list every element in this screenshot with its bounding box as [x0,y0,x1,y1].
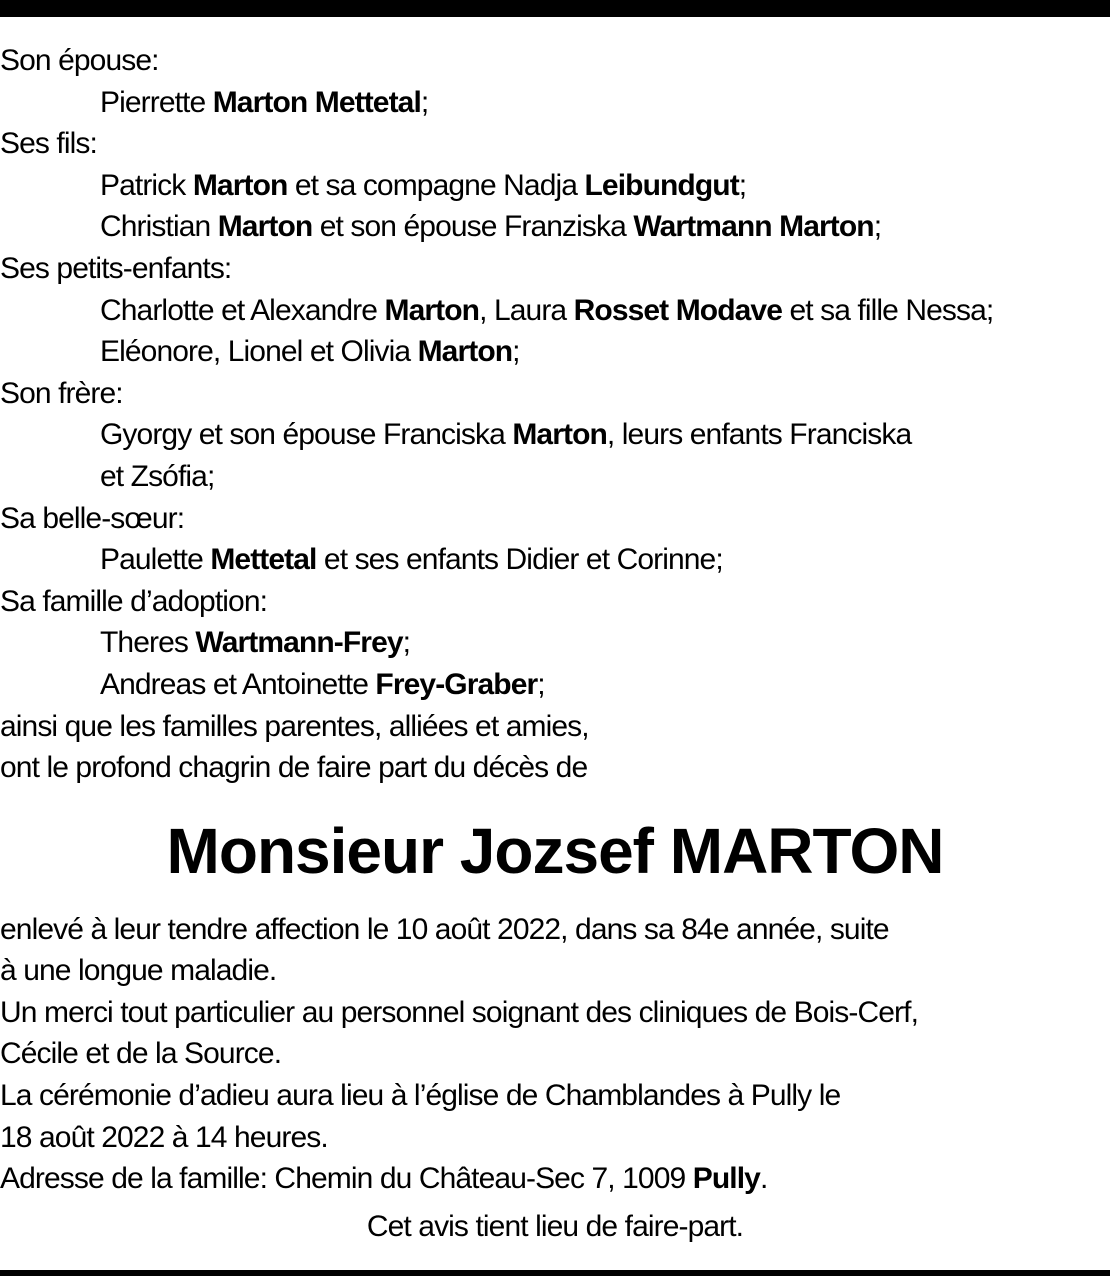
passing-paragraph: enlevé à leur tendre affection le 10 août 2022, dans sa 84e année, suite à une longue maladie. [0,912,889,988]
thanks-paragraph: Un merci tout particulier au personnel soignant des cliniques de Bois-Cerf, Cécile et de la Source. [0,995,919,1071]
surname: Marton [384,293,480,327]
adoptive-family-heading: Sa famille d’adoption: [0,584,268,618]
brother-line-cont: et Zsófia; [100,459,215,493]
son-line: Patrick Marton et sa compagne Nadja Leibundgut; [100,168,747,202]
death-notice [0,40,1110,1247]
bottom-rule [0,1270,1110,1276]
adoptive-family-line: Theres Wartmann-Frey; [100,626,411,660]
grandchildren-heading: Ses petits-enfants: [0,251,232,285]
brother-line: Gyorgy et son épouse Franciska Marton, leurs enfants Franciska [100,418,912,452]
grandchildren-line: Eléonore, Lionel et Olivia Marton; [100,335,520,369]
surname: Marton [417,335,513,369]
top-rule [0,0,1110,17]
family-address: Adresse de la famille: Chemin du Château-Sec 7, 1009 Pully. [0,1162,768,1196]
sister-in-law-line: Paulette Mettetal et ses enfants Didier et Corinne; [100,543,723,577]
brother-heading: Son frère: [0,376,123,410]
relatives-line: ainsi que les familles parentes, alliées et amies, [0,709,589,743]
surname: Frey-Graber [375,667,538,701]
ceremony-paragraph: La cérémonie d’adieu aura lieu à l’église de Chamblandes à Pully le 18 août 2022 à 14 heures. [0,1079,841,1154]
surname: Rosset Modave [573,293,783,327]
spouse-heading: Son épouse: [0,44,159,77]
sister-in-law-heading: Sa belle-sœur: [0,501,185,535]
surname: Leibundgut [584,168,739,202]
surname: Marton Mettetal [212,85,421,119]
surname: Marton [512,418,607,452]
city: Pully [692,1162,760,1196]
surname: Wartmann Marton [633,210,874,244]
surname: Mettetal [210,543,317,577]
surname: Marton [217,210,313,244]
closing-note: Cet avis tient lieu de faire-part. [366,1209,744,1243]
surname: Marton [192,168,288,202]
announcement-line: ont le profond chagrin de faire part du décès de [0,751,588,785]
grandchildren-line: Charlotte et Alexandre Marton, Laura Rosset Modave et sa fille Nessa; [100,293,994,327]
surname: Wartmann-Frey [195,626,403,660]
deceased-name: Monsieur Jozsef MARTON [166,814,944,887]
adoptive-family-line: Andreas et Antoinette Frey-Graber; [100,667,545,701]
spouse-line: Pierrette Marton Mettetal; [100,85,429,119]
son-line: Christian Marton et son épouse Franziska Wartmann Marton; [100,210,882,244]
sons-heading: Ses fils: [0,127,97,161]
